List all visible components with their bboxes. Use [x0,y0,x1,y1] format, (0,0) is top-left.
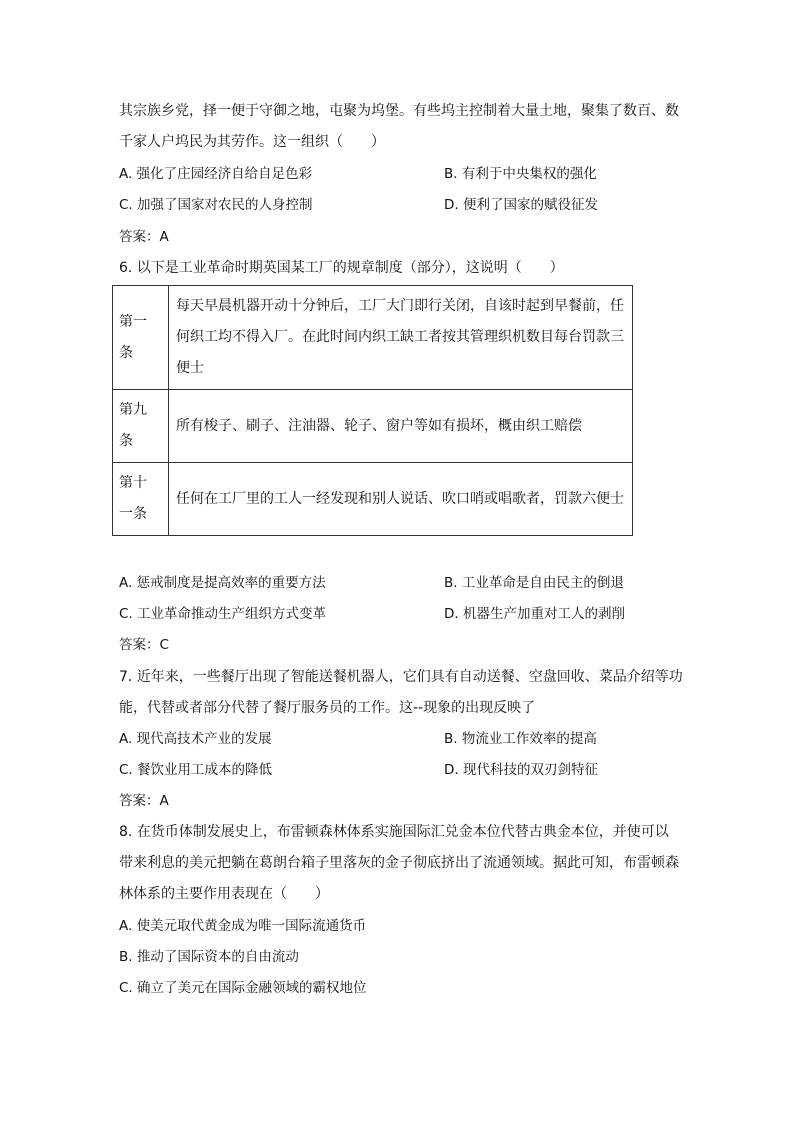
q7-answer: 答案：A [119,793,169,809]
q7-option-d: D. 现代科技的双刃剑特征 [444,762,598,778]
q7-option-c: C. 餐饮业用工成本的降低 [119,762,273,778]
q8-stem-line-2: 带来利息的美元把躺在葛朗台箱子里落灰的金子彻底挤出了流通领域。据此可知，布雷顿森 [119,855,679,871]
rule-text [169,286,633,390]
rule-heading [113,390,169,463]
table-row [113,286,633,390]
q8-stem-line-3: 林体系的主要作用表现在（ ） [119,886,329,902]
q7-option-b: B. 物流业工作效率的提高 [444,731,597,747]
rule-text-line: 所有梭子、刷子、注油器、轮子、窗户等如有损坏，概由织工赔偿 [176,417,582,434]
q7-option-a: A. 现代高技术产业的发展 [119,731,272,747]
rule-heading-line: 第九 [119,402,147,418]
q6-option-d: D. 机器生产加重对工人的剥削 [444,606,625,622]
q5-stem-line-2: 千家人户坞民为其劳作。这一组织（ ） [119,134,385,150]
rule-text-line: 何织工均不得入厂。在此时间内织工缺工者按其管理织机数目每台罚款三 [176,329,624,345]
q6-rules-table [112,285,633,536]
rule-heading-line: 第一 [119,313,147,330]
q5-option-a: A. 强化了庄园经济自给自足色彩 [119,166,313,182]
rule-heading [113,286,169,390]
rule-heading-line: 条 [119,433,133,449]
rule-text [169,390,633,463]
rule-text [169,463,633,536]
q5-option-b: B. 有利于中央集权的强化 [444,166,597,182]
rule-text-line: 便士 [176,360,204,376]
table-row [113,463,633,536]
q6-option-a: A. 惩戒制度是提高效率的重要方法 [119,575,326,591]
rule-heading-line: 第十 [119,475,147,491]
q5-answer: 答案：A [119,229,169,245]
rule-text-line: 任何在工厂里的工人一经发现和别人说话、吹口哨或唱歌者，罚款六便士 [176,490,624,507]
rule-heading [113,463,169,536]
q7-stem-line-2: 能，代替或者部分代替了餐厅服务员的工作。这--现象的出现反映了 [119,700,536,716]
rule-heading-line: 一条 [119,506,147,522]
q6-option-c: C. 工业革命推动生产组织方式变革 [119,606,327,622]
q7-stem-line-1: 7. 近年来，一些餐厅出现了智能送餐机器人，它们具有自动送餐、空盘回收、菜品介绍等功 [119,669,683,685]
q6-stem: 6. 以下是工业革命时期英国某工厂的规章制度（部分），这说明（ ） [119,260,564,276]
q6-answer: 答案：C [119,637,169,653]
q8-option-b: B. 推动了国际资本的自由流动 [119,949,299,965]
q6-option-b: B. 工业革命是自由民主的倒退 [444,575,624,591]
q5-stem-line-1: 其宗族乡党，择一便于守御之地，屯聚为坞堡。有些坞主控制着大量土地，聚集了数百、数 [119,103,679,119]
q5-option-c: C. 加强了国家对农民的人身控制 [119,197,313,213]
rule-text-line: 每天早晨机器开动十分钟后，工厂大门即行关闭，自该时起到早餐前，任 [176,298,624,314]
q8-stem-line-1: 8. 在货币体制发展史上，布雷顿森林体系实施国际汇兑金本位代替古典金本位，并使可以 [119,824,669,840]
table-row [113,390,633,463]
rule-heading-line: 条 [119,344,133,361]
q8-option-c: C. 确立了美元在国际金融领域的霸权地位 [119,980,367,996]
q8-option-a: A. 使美元取代黄金成为唯一国际流通货币 [119,918,367,934]
q5-option-d: D. 便利了国家的赋役征发 [444,197,598,213]
